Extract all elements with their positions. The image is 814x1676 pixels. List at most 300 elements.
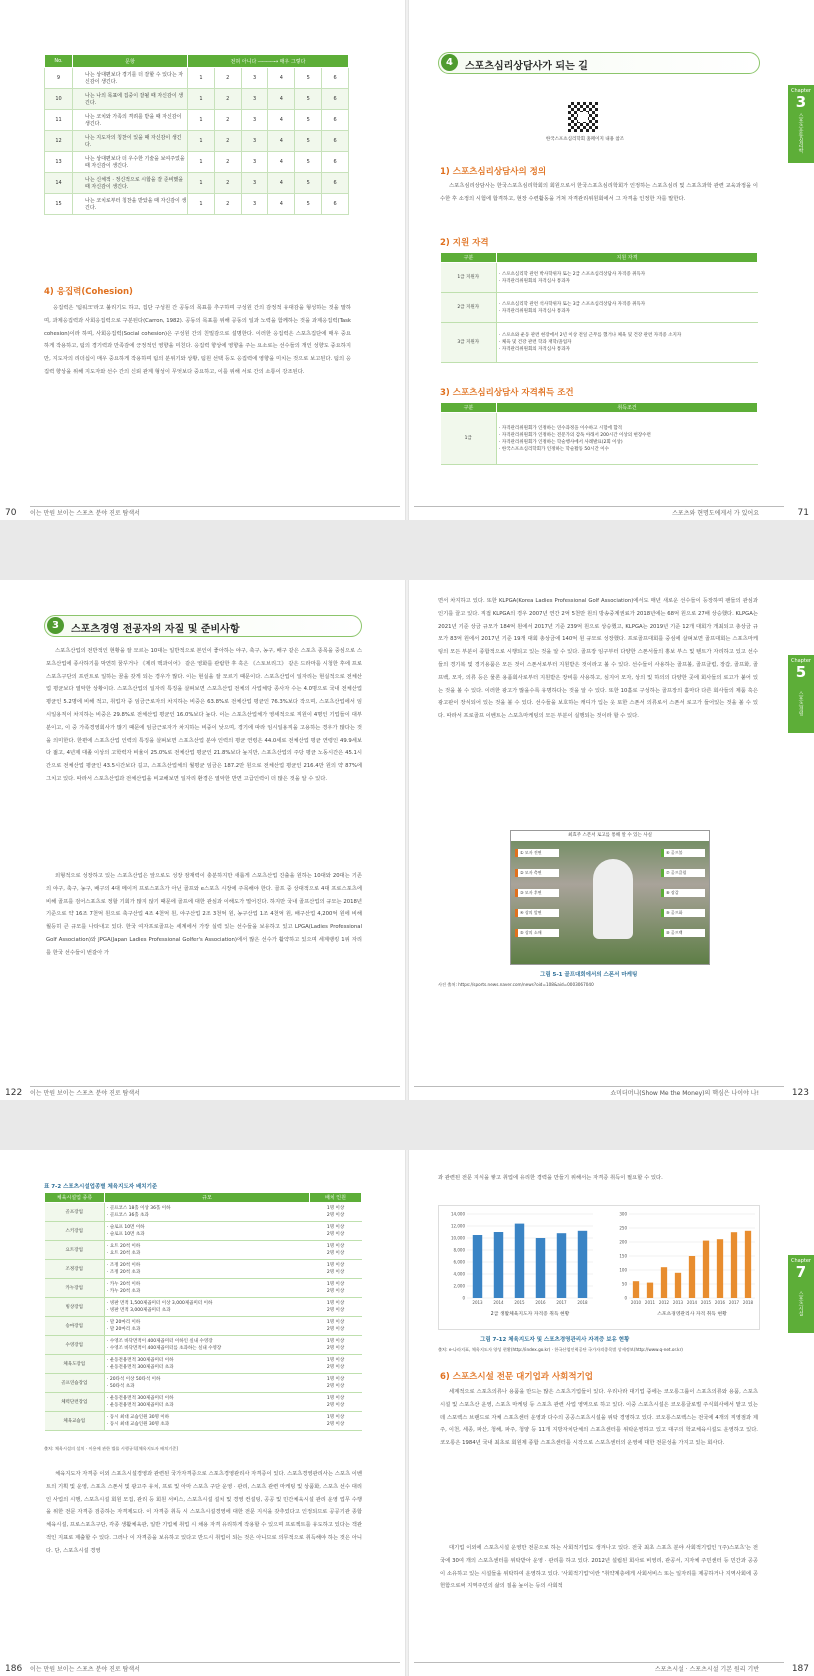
staff-line: 1명 이상	[326, 1339, 345, 1344]
facility-scale	[105, 1412, 310, 1431]
confidence-questionnaire-table	[44, 54, 349, 215]
instructor-placement-table	[44, 1192, 362, 1431]
qualification-item: · 스포츠와 운동 관련 현장에서 2년 이상 전일 근무를 했거나 체육 및 건강 관련 자격증 소지자	[499, 333, 682, 338]
page-number: 187	[791, 1664, 809, 1674]
scale-line: · 빙판 면적 1,500제곱미터 이상 3,000제곱미터 이하	[107, 1301, 213, 1306]
facility-type: 승마장업	[45, 1317, 105, 1336]
instructor-license-chart	[439, 1206, 599, 1326]
chapter-tab-3[interactable]: Chapter 3 스포츠운동심리학	[788, 85, 814, 163]
item-number: 13	[45, 152, 73, 173]
x-tick-label: 2013	[472, 1300, 483, 1305]
facility-type: 수영장업	[45, 1336, 105, 1355]
sponsor-label: ③ 모자 후면	[515, 889, 559, 897]
scale-option[interactable]: 3	[241, 68, 268, 89]
applicant-grade: 3급 지원자	[441, 323, 497, 363]
facility-scale	[105, 1279, 310, 1298]
col-scale: 전혀 아니다 ――――→ 매우 그렇다	[188, 55, 349, 68]
definition-heading: 1) 스포츠심리상담사의 정의	[440, 167, 547, 177]
scale-option[interactable]: 2	[214, 131, 241, 152]
book-gutter	[405, 1150, 409, 1676]
bar	[703, 1241, 709, 1298]
table-row	[45, 1241, 362, 1260]
y-tick-label: 0	[624, 1295, 627, 1301]
scale-option[interactable]: 1	[188, 173, 215, 194]
scale-option[interactable]: 2	[214, 89, 241, 110]
eligibility-table	[440, 252, 758, 363]
scale-option[interactable]: 4	[268, 110, 295, 131]
scale-line: · 요트 20척 초과	[107, 1251, 141, 1256]
facility-type: 체육교습업	[45, 1412, 105, 1431]
scale-line: · 카누 20척 초과	[107, 1289, 141, 1294]
item-text: 나는 지도자의 칭찬이 있을 때 자신감이 생긴다.	[73, 131, 188, 152]
sponsor-label: ① 모자 전면	[515, 849, 559, 857]
scale-option[interactable]: 5	[295, 152, 322, 173]
running-footer: 스포츠와 현명도에게서 가 있어요	[672, 510, 759, 517]
x-tick-label: 2018	[577, 1300, 588, 1305]
scale-option[interactable]: 4	[268, 194, 295, 215]
scale-option[interactable]: 6	[322, 89, 349, 110]
facility-type: 골프연습장업	[45, 1374, 105, 1393]
table-row	[45, 1203, 362, 1222]
col-item: 문항	[73, 55, 188, 68]
klpga-paragraph: 면서 차지하고 있다. 또한 KLPGA(Korea Ladies Professional Golf Association)에서도 매년 새로운 선수들이 등장하며 팬들의 관심과 인기를 끌고 있다. 직접 KLPGA의 경우 2007년 연간 2억 5천만 원의 방송중계권료가 2018년에는 68억 원으로 27배 상승했다. KLPGA는 2021년 기준 상금 규모가 184억 원에서 2017년 기준 239억 원으로 상승했고, KLPGA는 2019년 기준 12개 대회가 개최되고 총상금 규모가 83억 원에서 2017년 기준 19개 대회 총상금에 140억 원 규모로 성장했다. 프로골프대회를 중심에 살펴보면 골프대회는 스포츠마케팅의 모든 부분이 종합적으로 시행되고 있는 것을 알 수 있다. 골프장 임구부터 다양한 스폰서들의 홍보 부스 및 텐트가 자리하고 있고 선수들의 경기복 및 경기용품은 모든 것이 스폰서로부터 지원받은 것이라고 볼 수 있다. 선수들이 사용하는 골프볼, 골프클럽, 장갑, 골프화, 골프백, 모자, 의류 등은 물론 용품회사로부터 지원받은 장비를 사용하고, 심지어 모자, 상의 및 하의의 다양한 곳에 회사들의 로고가 붙어 있는 것을 볼 수 있다. 이러한 광고가 많을수록 유명하다는 것을 알 수 있다. 또한 10홀로 구성하는 골프장의 홀마다 다른 회사들의 제품 혹은 광고판이 장식되어 있는 것을 볼 수 있다. 선수들을 보호하는 캐디가 입는 옷 또한 스폰서 의류로서 스폰서 로고가 들어있는 것을 볼 수 있다. 따라서 프로골프 이벤트는 스포츠마케팅의 모든 부분이 실행되는 것이라 할 수 있다.	[438, 598, 758, 720]
staff-line: 1명 이상	[326, 1206, 345, 1211]
chart-title: 2급 생활체육지도자 자격증 취득 현황	[490, 1312, 570, 1317]
scale-line: · 골프코스 18홀 이상 36홀 이하	[107, 1206, 171, 1211]
item-text: 나는 신체적 · 정신적으로 시합을 잘 준비했을 때 자신감이 생긴다.	[73, 173, 188, 194]
scale-option[interactable]: 2	[214, 110, 241, 131]
condition-list: · 자격관리위원회가 인정하는 연수과정을 이수하고 시험에 합격 · 자격관리위원회가 인정하는 전문가의 감독 아래서 200시간 이상의 현장수련 · 자격관리위원회가 인정하는 학술행사에서 사례발표(2회 이상) · 한국스포츠심리학회가 인정하는 학술활동 50시간 이수	[497, 413, 758, 465]
running-footer: 쇼미더머니(Show Me the Money)의 핵심은 나이야 나!	[610, 1090, 759, 1097]
facility-scale	[105, 1336, 310, 1355]
sponsor-labels-right	[661, 849, 705, 949]
facility-scale	[105, 1298, 310, 1317]
sports-manager-license-chart	[601, 1206, 761, 1326]
facility-scale	[105, 1393, 310, 1412]
scale-option[interactable]: 2	[214, 194, 241, 215]
table-row	[45, 89, 349, 110]
facility-type: 카누장업	[45, 1279, 105, 1298]
running-footer: 이는 만원 보이는 스포츠 분야 진로 탐색서	[30, 510, 140, 517]
scale-line: · 조정 20척 초과	[107, 1270, 141, 1275]
scale-option[interactable]: 3	[241, 194, 268, 215]
table-row	[45, 1222, 362, 1241]
bar	[473, 1235, 482, 1298]
chapter-tab-7[interactable]: Chapter 7 스포츠시설	[788, 1255, 814, 1333]
bar	[536, 1238, 545, 1298]
x-tick-label: 2017	[556, 1300, 567, 1305]
scale-line: · 슬로프 10면 이하	[107, 1225, 145, 1230]
staff-line: 1명 이상	[326, 1415, 345, 1420]
applicant-grade: 2급 지원자	[441, 293, 497, 323]
y-tick-label: 6,000	[453, 1259, 465, 1265]
page-number: 122	[5, 1088, 23, 1098]
y-tick-label: 4,000	[453, 1271, 465, 1277]
staff-line: 2명 이상	[326, 1289, 345, 1294]
scale-line: · 운동전용면적 300제곱미터 이하	[107, 1358, 174, 1363]
x-tick-label: 2015	[514, 1300, 525, 1305]
y-tick-label: 8,000	[453, 1247, 465, 1253]
scale-option[interactable]: 1	[188, 131, 215, 152]
y-tick-label: 200	[619, 1239, 627, 1245]
corporation-paragraph: 세계적으로 스포츠의류나 용품을 만드는 많은 스포츠기업들이 있다. 우리나라 대기업 중에는 코오롱그룹이 스포츠의류와 용품, 스포츠시설 및 스포츠산 운영, 스포츠 마케팅 등 스포츠 관련 사업 영역으로 하고 있다. 이중 스포츠시설은 코오롱글로벌 주식회사에서 맡고 있는데 스포렉스 브랜드로 자체 스포츠센터 운영과 다수의 공공스포츠시설을 위탁 경영하고 있다. 코오롱스포렉스는 전국에 4개의 직영점과 제주, 이천, 세종, 파산, 청해, 파주, 청양 등 11개 지방자치단체의 스포츠센터를 위탁운영하고 있고 대구의 학교체육시설도 운영하고 있다. 코오롱은 1984년 국내 최초로 회원제 종합 스포츠센터를 시작으로 스포츠센터의 운영에 대한 전문성을 가지고 있는 회사다.	[440, 1389, 758, 1447]
item-number: 14	[45, 173, 73, 194]
chapter-tab-5[interactable]: Chapter 5 스포츠경영	[788, 655, 814, 733]
staff-line: 1명 이상	[326, 1320, 345, 1325]
scale-line: · 말 20마리 이하	[107, 1320, 141, 1325]
staff-count	[310, 1279, 362, 1298]
x-tick-label: 2010	[630, 1300, 642, 1305]
qr-code-icon[interactable]	[568, 102, 598, 132]
scale-line: · 50타석 초과	[107, 1384, 135, 1389]
page-number: 71	[797, 508, 809, 518]
x-tick-label: 2014	[493, 1300, 504, 1305]
figure-source: 사진 출처: https://sports.news.naver.com/news?oid=108&aid=0003067040	[438, 982, 594, 987]
staff-line: 2명 이상	[326, 1308, 345, 1313]
license-charts-figure	[438, 1205, 760, 1330]
bar	[689, 1256, 695, 1298]
eligibility-heading: 2) 지원 자격	[440, 238, 489, 248]
scale-option[interactable]: 1	[188, 68, 215, 89]
bar	[633, 1281, 639, 1298]
y-tick-label: 100	[619, 1267, 627, 1273]
scale-option[interactable]: 6	[322, 68, 349, 89]
scale-option[interactable]: 6	[322, 131, 349, 152]
scale-option[interactable]: 3	[241, 152, 268, 173]
table-row	[45, 1317, 362, 1336]
condition-grade: 1급	[441, 413, 497, 465]
qr-caption: 한국스포츠심리학회 홈페이지 내용 참조	[545, 137, 625, 142]
sponsor-labels-left	[515, 849, 559, 949]
scale-option[interactable]: 2	[214, 173, 241, 194]
scale-line: · 말 20마리 초과	[107, 1327, 141, 1332]
scale-line: · 수영조 바닥면적이 400제곱미터 이하인 실내 수영장	[107, 1339, 213, 1344]
table-row	[45, 152, 349, 173]
table-row	[45, 1336, 362, 1355]
figure-caption: 그림 5-1 골프대회에서의 스폰서 마케팅	[540, 972, 638, 978]
social-enterprise-paragraph: 대기업 이외에 스포츠시설 운영만 전문으로 하는 사회적기업도 생겨나고 있다. 전국 최초 스포츠 분야 사회적기업인 '(주)스포츠'는 전국에 30여 개의 스포츠센터를 위탁받아 운영 · 관리를 하고 있다. 2012년 설립된 회사로 비영리, 관공서, 지자체 주민센터 등 민간과 공공이 소유하고 있는 시설들을 위탁하여 운영하고 있다. '사회적기업'이란 "취약계층에게 사회서비스 또는 일자리를 제공하거나 지역사회에 공헌함으로써 지역주민의 삶의 질을 높이는 등의 사회적	[440, 1545, 758, 1590]
cohesion-paragraph: 응집력은 '팀워크'라고 불리기도 하고, 집단 구성원 간 공동의 목표를 추구하며 구성원 간의 감정적 유대감을 형성하는 것을 말하며, 과제응집력과 사회응집력으로 구분된다(Carron, 1982). 공동의 목표를 위해 공동의 일과 노력을 함께하는 것을 과제응집력(Task cohesion)이라 하며, 사회응집력(Social cohesion)은 구성원 간의 친밀감으로 설명한다. 이러한 응집력은 스포츠집단에 매우 중요하게 작용하고, 팀의 경기력과 만족감에 긍정적인 영향을 미친다. 응집력 향상에 영향을 주는 요소로는 선수들의 개인 성향도 중요하지만, 지도자의 리더십이 매우 중요하게 작용하며 팀의 분위기와 상황, 팀원 선택 등도 응집력에 영향을 미치는 것으로 보고된다. 팀의 응집력 향상을 위해 지도자와 선수 간의 신뢰 관계 형성이 무엇보다 중요하고, 이를 위해 서로 간의 소통이 강조된다.	[44, 305, 351, 375]
sponsor-label: ② 모자 측면	[515, 869, 559, 877]
scale-line: · 요트 20척 이하	[107, 1244, 141, 1249]
scale-option[interactable]: 1	[188, 194, 215, 215]
section-heading-3	[44, 615, 362, 637]
scale-option[interactable]: 4	[268, 131, 295, 152]
scale-option[interactable]: 6	[322, 194, 349, 215]
page-number: 123	[791, 1088, 809, 1098]
cohesion-heading: 4) 응집력(Cohesion)	[44, 287, 133, 297]
facility-scale	[105, 1317, 310, 1336]
facility-type: 체력단련장업	[45, 1393, 105, 1412]
item-text: 나는 코치와 가족의 격려를 받을 때 자신감이 생긴다.	[73, 110, 188, 131]
qualification-list	[497, 323, 758, 363]
bar	[661, 1267, 667, 1298]
staff-count	[310, 1393, 362, 1412]
staff-count	[310, 1412, 362, 1431]
scale-option[interactable]: 6	[322, 152, 349, 173]
sponsor-label: ⑥ 골프볼	[661, 849, 705, 857]
eligibility-col-type: 구분	[441, 253, 497, 263]
item-text: 나는 나의 목표에 집중이 잘될 때 자신감이 생긴다.	[73, 89, 188, 110]
license-condition-table	[440, 402, 758, 465]
condition-col-type: 구분	[441, 403, 497, 413]
chart-title: 스포츠경영관리사 자격 취득 현황	[657, 1312, 727, 1317]
staff-count	[310, 1260, 362, 1279]
facility-scale	[105, 1260, 310, 1279]
figure-caption: 그림 7-12 체육지도자 및 스포츠경영관리사 자격증 보유 현황	[480, 1337, 630, 1343]
staff-count	[310, 1355, 362, 1374]
bar	[717, 1239, 723, 1298]
x-tick-label: 2012	[658, 1300, 670, 1305]
qualification-list	[497, 293, 758, 323]
facility-scale	[105, 1355, 310, 1374]
running-footer: 이는 만원 보이는 스포츠 분야 진로 탐색서	[30, 1666, 140, 1673]
bar	[731, 1232, 737, 1298]
staff-line: 2명 이상	[326, 1327, 345, 1332]
staff-line: 1명 이상	[326, 1225, 345, 1230]
table-row	[45, 173, 349, 194]
facility-scale	[105, 1374, 310, 1393]
placement-col-scale: 규모	[105, 1193, 310, 1203]
qualification-item: · 스포츠심리학 관련 석사학위자 또는 3급 스포츠심리상담사 자격증 취득자	[499, 301, 646, 307]
facility-type: 조정장업	[45, 1260, 105, 1279]
staff-count	[310, 1298, 362, 1317]
golf-sponsor-photo	[510, 830, 710, 965]
x-tick-label: 2017	[728, 1300, 740, 1305]
figure-source: 출처: e-나라지표, 체육지도자 양성 현황(http://index.go.kr) · 한국산업인력공단 국가자격종목별 상세정보(http://www.q-net.or.kr)	[438, 1347, 683, 1352]
facility-scale	[105, 1222, 310, 1241]
industry-paragraph: 스포츠산업의 전반적인 현황을 잘 모르는 10대는 일반적으로 본인이 좋아하는 야구, 축구, 농구, 배구 같은 스포츠 종목을 중심으로 스포츠산업에 종사하기를 막연히 꿈꾸거나 《제리 맥과이어》 같은 영화를 관람한 후 혹은 《스토브리그》 같은 드라마를 시청한 후에 프로스포츠구단의 프런트로 일하는 꿈을 갖게 되는 경우가 많다. 이는 현실을 잘 모르기 때문이다. 스포츠산업이 일자리는 현실적으로 전체산업 평균보다 열악한 상황이다. 스포츠산업의 일자리 특징을 살펴보면 스포츠산업 전체의 사업체당 종사자 수는 4.0명으로 국내 전체산업 평균인 5.2명에 비해 적고, 취업자 중 임금근로자의 차지하는 비중은 63.8%로 전체산업 평균인 76.3%보다 작으며, 스포츠산업에서 임시일용직이 차지하는 비중은 29.8%로 전체산업 평균인 16.0%보다 높다. 이는 스포츠산업체가 영세적으로 직원이 4명인 기업들이 대부분이고, 이 중 가족경영회사가 많기 때문에 임금근로자가 차지하는 비중이 낮으며, 경기에 따라 임시일용직을 고용하는 경우가 많다는 것을 의미한다. 한편에 스포츠산업 인력의 특징을 살펴보면 스포츠산업 분야 인력의 평균 연령은 44.0세로 전체산업 평균 연령인 49.9세보다 젊고, 4년제 대졸 이상의 고학력자 비율이 25.0%로 전체산업 평균인 21.8%보다 높지만, 스포츠산업의 주당 평균 노동시간은 45.1시간으로 전체산업 평균인 43.5시간보다 길고, 스포츠산업체의 월평균 임금은 187.2만 원으로 전체산업 평균인 216.4만 원의 약 87%에 그치고 있다. 따라서 스포츠산업과 전체산업을 비교해보면 일자리 환경은 열악한 반면 고급인력이 더 많은 것을 알 수 있다.	[46, 648, 362, 782]
qualification-item: · 자격관리위원회의 자격심사 통과자	[499, 278, 570, 284]
staff-line: 2명 이상	[326, 1403, 345, 1408]
staff-count	[310, 1374, 362, 1393]
qualification-item: · 자격관리위원회의 자격심사 통과자	[499, 308, 570, 314]
staff-line: 1명 이상	[326, 1377, 345, 1382]
facility-type: 골프장업	[45, 1203, 105, 1222]
item-number: 12	[45, 131, 73, 152]
table-row	[45, 1298, 362, 1317]
scale-option[interactable]: 5	[295, 68, 322, 89]
item-number: 15	[45, 194, 73, 215]
y-tick-label: 10,000	[451, 1235, 465, 1241]
bar	[515, 1224, 524, 1298]
sponsor-label: ④ 상의 앞면	[515, 909, 559, 917]
running-footer: 이는 만원 보이는 스포츠 분야 진로 탐색서	[30, 1090, 140, 1097]
table-row	[45, 1412, 362, 1431]
scale-option[interactable]: 2	[214, 152, 241, 173]
bar	[745, 1231, 751, 1298]
x-tick-label: 2013	[672, 1300, 684, 1305]
scale-line: · 운동전용면적 300제곱미터 이하	[107, 1396, 174, 1401]
scale-line: · 운동전용면적 300제곱미터 초과	[107, 1365, 174, 1370]
social-enterprise-heading: 6) 스포츠시설 전문 대기업과 사회적기업	[440, 1372, 594, 1382]
footer-rule	[30, 506, 400, 507]
y-tick-label: 300	[619, 1211, 627, 1217]
license-paragraph: 과 관련된 전문 지식을 쌓고 취업에 유리한 경력을 만들기 위해서는 자격증 취득이 필요할 수 있다.	[438, 1175, 663, 1181]
scale-option[interactable]: 3	[241, 110, 268, 131]
y-tick-label: 0	[462, 1295, 465, 1301]
item-number: 9	[45, 68, 73, 89]
bar	[557, 1233, 566, 1298]
footer-rule	[414, 1662, 784, 1663]
table-row	[45, 68, 349, 89]
spread-pages-186-187	[0, 1150, 814, 1676]
book-gutter	[405, 0, 409, 520]
scale-option[interactable]: 1	[188, 110, 215, 131]
definition-paragraph: 스포츠심리상담사는 한국스포츠심리학회의 회원으로서 한국스포츠심리학회가 인정하는 스포츠심리 및 스포츠과학 관련 교육과정을 이수한 후 소정의 시험에 합격하고, 현장 수련활동을 거쳐 자격관리위원회에서 그 자격을 인정한 자를 말한다.	[440, 183, 758, 202]
staff-line: 2명 이상	[326, 1422, 345, 1427]
staff-line: 1명 이상	[326, 1263, 345, 1268]
scale-option[interactable]: 2	[214, 68, 241, 89]
table-row	[45, 1355, 362, 1374]
photo-title: 최효주 스폰서 로고를 통해 알 수 있는 사실	[511, 831, 709, 841]
spread-pages-70-71	[0, 0, 814, 520]
scale-line: · 카누 20척 이하	[107, 1282, 141, 1287]
x-tick-label: 2016	[714, 1300, 726, 1305]
bar	[494, 1232, 503, 1298]
eligibility-col-qualification: 지원 자격	[497, 253, 758, 263]
scale-option[interactable]: 5	[295, 173, 322, 194]
sponsor-label: ⑧ 장갑	[661, 889, 705, 897]
scale-line: · 동시 최대 교습인원 30명 초과	[107, 1422, 170, 1427]
section-title: 스포츠경영 전공자의 자질 및 준비사항	[71, 624, 240, 635]
sponsor-label: ⑨ 골프화	[661, 909, 705, 917]
item-text: 나는 상대편보다 경기를 더 잘할 수 있다는 자신감이 생긴다.	[73, 68, 188, 89]
facility-type: 스키장업	[45, 1222, 105, 1241]
condition-col-requirement: 취득조건	[497, 403, 758, 413]
staff-count	[310, 1203, 362, 1222]
footer-rule	[30, 1662, 400, 1663]
scale-option[interactable]: 5	[295, 194, 322, 215]
section-heading-4	[438, 52, 760, 74]
qualification-list	[497, 263, 758, 293]
scale-option[interactable]: 5	[295, 89, 322, 110]
scale-option[interactable]: 1	[188, 152, 215, 173]
scale-line: · 슬로프 10면 초과	[107, 1232, 145, 1237]
item-number: 10	[45, 89, 73, 110]
footer-rule	[414, 506, 784, 507]
scale-line: · 조정 20척 이하	[107, 1263, 141, 1268]
scale-line: · 동시 최대 교습인원 30명 이하	[107, 1415, 170, 1420]
facility-scale	[105, 1241, 310, 1260]
staff-line: 2명 이상	[326, 1232, 345, 1237]
staff-line: 2명 이상	[326, 1270, 345, 1275]
scale-option[interactable]: 3	[241, 173, 268, 194]
page-number: 70	[5, 508, 17, 518]
y-tick-label: 250	[619, 1225, 627, 1231]
staff-line: 2명 이상	[326, 1213, 345, 1218]
item-number: 11	[45, 110, 73, 131]
staff-line: 1명 이상	[326, 1358, 345, 1363]
placement-col-facility: 체육시설업 종류	[45, 1193, 105, 1203]
staff-line: 1명 이상	[326, 1396, 345, 1401]
table-row	[45, 1260, 362, 1279]
scale-option[interactable]: 5	[295, 110, 322, 131]
placement-col-staff: 배치 인원	[310, 1193, 362, 1203]
footer-rule	[30, 1086, 400, 1087]
table-row	[45, 194, 349, 215]
x-tick-label: 2014	[686, 1300, 698, 1305]
table-row	[441, 323, 758, 363]
scale-option[interactable]: 3	[241, 131, 268, 152]
golfer-figure	[593, 859, 633, 939]
footer-rule	[414, 1086, 784, 1087]
scale-line: · 골프코스 36홀 초과	[107, 1213, 149, 1218]
staff-line: 2명 이상	[326, 1384, 345, 1389]
qualification-item: · 자격관리위원회의 자격심사 통과자	[499, 347, 570, 352]
spread-pages-122-123	[0, 580, 814, 1100]
scale-option[interactable]: 4	[268, 68, 295, 89]
x-tick-label: 2015	[700, 1300, 712, 1305]
bar	[647, 1283, 653, 1298]
table-row	[45, 131, 349, 152]
table-row	[45, 110, 349, 131]
page-number: 186	[5, 1664, 23, 1674]
scale-option[interactable]: 3	[241, 89, 268, 110]
sponsor-label: ⑩ 골프백	[661, 929, 705, 937]
scale-option[interactable]: 4	[268, 89, 295, 110]
scale-option[interactable]: 4	[268, 152, 295, 173]
staff-line: 2명 이상	[326, 1365, 345, 1370]
table-row	[441, 263, 758, 293]
table-title: 표 7-2 스포츠시설업종별 체육지도자 배치기준	[44, 1184, 158, 1190]
scale-option[interactable]: 1	[188, 89, 215, 110]
staff-line: 2명 이상	[326, 1251, 345, 1256]
facility-type: 요트장업	[45, 1241, 105, 1260]
staff-count	[310, 1241, 362, 1260]
section-number: 4	[441, 54, 458, 71]
item-text: 나는 코치로부터 칭찬을 받았을 때 자신감이 생긴다.	[73, 194, 188, 215]
book-gutter	[405, 580, 409, 1100]
staff-line: 1명 이상	[326, 1282, 345, 1287]
x-tick-label: 2011	[644, 1300, 656, 1305]
staff-count	[310, 1317, 362, 1336]
facility-scale	[105, 1203, 310, 1222]
y-tick-label: 50	[621, 1281, 627, 1287]
golf-market-paragraph: 외형적으로 성장하고 있는 스포츠산업은 앞으로도 성장 잠재력이 충분하지만 새롭게 스포츠산업 진출을 원하는 10대와 20대는 기존의 야구, 축구, 농구, 배구의 4대 메이저 프로스포츠가 아닌 골프와 e스포츠 시장에 주목해야 한다. 골프 중 상대적으로 4대 프로스포츠에 비해 골프를 검어스포츠로 정할 기회가 많지 않기 때문에 골프에 대한 관심과 이해도가 떨어진다. 하지만 국내 골프산업의 규모는 2018년 기준으로 약 16조 7천억 원으로 축구산업 4조 4천억 원, 야구산업 2조 3천억 원, 농구산업 1조 4천억 원, 배구산업 4,200억 원에 비해 월등히 큰 규모를 나타내고 있다. 한국 여자프로골프는 세계에서 가장 실력 있는 선수들을 보유하고 있고 LPGA(Ladies Professional Golf Association)와 JPGA(Japan Ladies Professional Golfer's Association)에서 많은 선수가 활약하고 있으며 세계랭킹 1위 자리를 한국 선수들이 번갈아 가	[46, 873, 362, 956]
running-footer: 스포츠시설 · 스포츠시설 기본 원리 기반	[654, 1666, 759, 1673]
x-tick-label: 2018	[742, 1300, 754, 1305]
qualification-item: · 스포츠심리학 관련 박사학위자 또는 2급 스포츠심리상담사 자격증 취득자	[499, 271, 646, 277]
scale-line: · 운동전용면적 300제곱미터 초과	[107, 1403, 174, 1408]
scale-line: · 빙판 면적 3,000제곱미터 초과	[107, 1308, 171, 1313]
item-text: 나는 상대편보다 더 우수한 기술을 보여주었을 때 자신감이 생긴다.	[73, 152, 188, 173]
applicant-grade: 1급 지원자	[441, 263, 497, 293]
table-source: 출처: 체육시설의 설치 · 이용에 관한 법률 시행규칙[체육지도자 배치기준]	[44, 1446, 178, 1451]
bar	[675, 1273, 681, 1298]
scale-option[interactable]: 6	[322, 110, 349, 131]
staff-line: 1명 이상	[326, 1301, 345, 1306]
staff-count	[310, 1336, 362, 1355]
scale-option[interactable]: 6	[322, 173, 349, 194]
bar	[578, 1231, 587, 1298]
y-tick-label: 12,000	[451, 1223, 465, 1229]
scale-option[interactable]: 5	[295, 131, 322, 152]
sports-manager-paragraph: 체육지도자 자격증 이외 스포츠시설경영과 관련된 국가자격증으로 스포츠경영관리사 자격증이 있다. 스포츠경영관리사는 스포츠 이벤트의 기획 및 운영, 스포츠 스폰서 및 광고주 유치, 프로 및 아마 스포츠 구단 운영 · 관리, 스포츠 관련 마케팅 및 상품화, 스포츠 선수 대리인 사업의 시행, 스포츠시설 회원 모집, 관리 등 회원 서비스, 스포츠시설 설치 및 경영 컨설팅, 공공 및 민간체육시설 관리 운영 업무 수행을 위한 전문 자격증 검증하는 자격제도다. 이 자격증 취득 시 스포츠시설경영에 대한 전문 지식을 갖추었다고 인정되므로 공공기관 종합체육시설, 프로스포츠구단, 각종 생활체육관, 일반 기업체 취업 시 채용 자격 유리하게 작용할 수 있으며 프로젝트를 유도하고 있다는 객관적인 지표로 제출할 수 있다. 그러나 이 자격증을 보유하고 있다고 반드시 취업이 되는 것은 아니므로 의무적으로 취득해야 하는 것은 아니다. 단, 스포츠시설 경영	[46, 1471, 362, 1554]
staff-line: 2명 이상	[326, 1346, 345, 1351]
col-no: No.	[45, 55, 73, 68]
y-tick-label: 2,000	[453, 1283, 465, 1289]
sponsor-label: ⑤ 상의 소매	[515, 929, 559, 937]
staff-line: 1명 이상	[326, 1244, 345, 1249]
section-number: 3	[47, 617, 64, 634]
license-condition-heading: 3) 스포츠심리상담사 자격취득 조건	[440, 388, 574, 398]
y-tick-label: 14,000	[451, 1211, 465, 1217]
scale-option[interactable]: 4	[268, 173, 295, 194]
qualification-item: · 체육 및 건강 관련 학과 재학/졸업자	[499, 340, 572, 345]
scale-line: · 20타석 이상 50타석 이하	[107, 1377, 161, 1382]
table-row	[441, 293, 758, 323]
